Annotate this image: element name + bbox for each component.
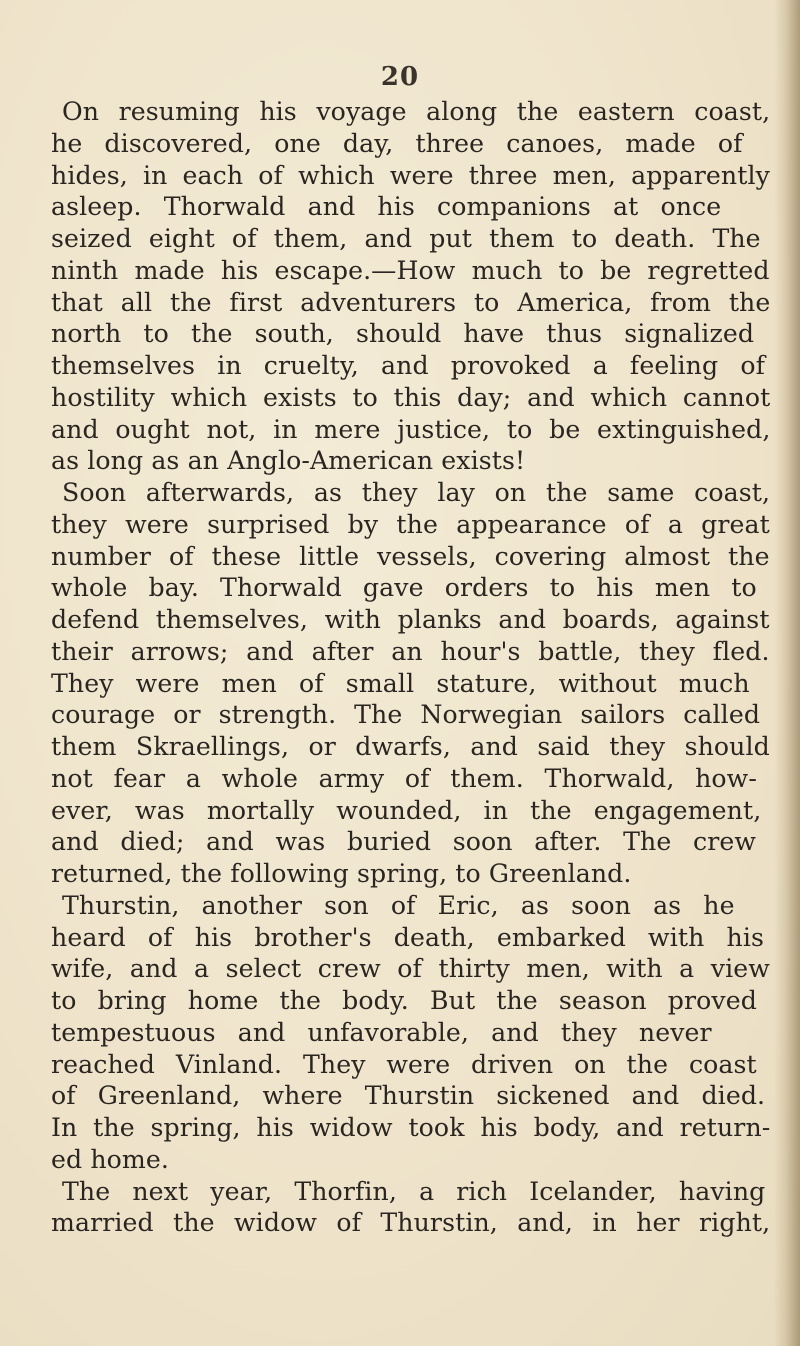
text-line: ed home. (51, 1144, 170, 1174)
text-line: seized eight of them, and put them to death. The (51, 224, 761, 253)
text-line: The next year, Thorfin, a rich Icelander, having (62, 1176, 766, 1206)
text-line: and ought not, in mere justice, to be extinguished, (51, 414, 771, 444)
text-line: They were men of small stature, without much (51, 668, 750, 698)
text-line: Thurstin, another son of Eric, as soon as he (62, 890, 735, 920)
text-line: north to the south, should have thus signalized (51, 319, 755, 349)
text-line: returned, the following spring, to Greenland. (51, 859, 632, 888)
text-line: as long as an Anglo-American exists! (51, 446, 526, 476)
text-line: not fear a whole army of them. Thorwald, how- (51, 763, 757, 793)
text-line: defend themselves, with planks and boards, against (51, 605, 770, 634)
text-line: married the widow of Thurstin, and, in her right, (51, 1208, 771, 1238)
text-line: that all the first adventurers to America, from the (51, 287, 771, 317)
text-line: themselves in cruelty, and provoked a feeling of (51, 351, 766, 380)
text-line: Soon afterwards, as they lay on the same coast, (62, 478, 771, 507)
text-line: number of these little vessels, covering almost the (51, 541, 770, 571)
text-line: ninth made his escape.—How much to be regretted (51, 255, 770, 285)
text-line: of Greenland, where Thurstin sickened and died. (51, 1081, 766, 1111)
text-line: hostility which exists to this day; and which cannot (51, 382, 771, 412)
text-line: In the spring, his widow took his body, and return- (51, 1113, 771, 1142)
text-line: heard of his brother's death, embarked with his (51, 922, 765, 952)
text-line: courage or strength. The Norwegian sailors called (51, 700, 761, 730)
text-line: reached Vinland. They were driven on the coast (51, 1049, 757, 1079)
text-line: hides, in each of which were three men, apparently (51, 160, 770, 190)
page-number: 20 (380, 62, 420, 92)
text-line: to bring home the body. But the season proved (51, 986, 757, 1015)
text-line: ever, was mortally wounded, in the engagement, (51, 795, 762, 825)
text-line: their arrows; and after an hour's battle, they fled. (51, 636, 770, 666)
text-line: On resuming his voyage along the eastern coast, (62, 97, 771, 126)
text-line: asleep. Thorwald and his companions at once (51, 192, 722, 222)
text-line: wife, and a select crew of thirty men, with a view (51, 954, 770, 984)
text-line: and died; and was buried soon after. The crew (51, 827, 757, 857)
text-line: tempestuous and unfavorable, and they never (51, 1017, 712, 1047)
text-line: he discovered, one day, three canoes, made of (51, 128, 743, 158)
text-line: them Skraellings, or dwarfs, and said they should (51, 732, 770, 761)
text-line: they were surprised by the appearance of a great (51, 509, 770, 539)
text-line: whole bay. Thorwald gave orders to his men to (51, 573, 757, 603)
